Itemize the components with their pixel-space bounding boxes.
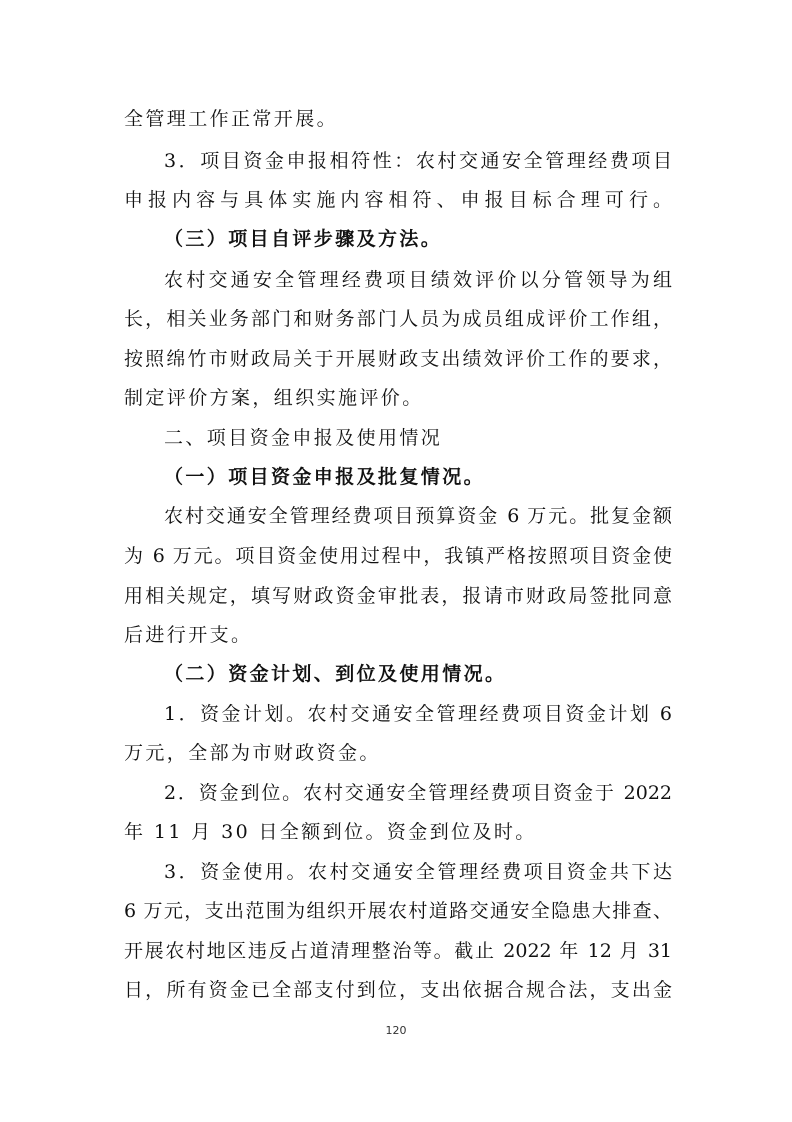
- page-number: 120: [385, 1024, 407, 1037]
- paragraph-line: 万元，全部为市财政资金。: [124, 742, 381, 764]
- paragraph-line: 3．资金使用。农村交通安全管理经费项目资金共下达: [164, 861, 672, 883]
- paragraph-line: 长，相关业务部门和财务部门人员为成员组成评价工作组，: [124, 308, 672, 330]
- paragraph-line: 开展农村地区违反占道清理整治等。截止 2022 年 12 月 31: [124, 940, 672, 962]
- paragraph-line: 制定评价方案，组织实施评价。: [124, 387, 424, 409]
- paragraph-line: 后进行开支。: [124, 624, 253, 646]
- section-heading: （二）资金计划、到位及使用情况。: [164, 663, 507, 685]
- paragraph-line: 3．项目资金申报相符性：农村交通安全管理经费项目: [164, 150, 672, 172]
- paragraph-line: 1．资金计划。农村交通安全管理经费项目资金计划 6: [164, 703, 672, 725]
- paragraph-line: 日，所有资金已全部支付到位，支出依据合规合法，支出金: [124, 979, 672, 1001]
- paragraph-line: 6 万元，支出范围为组织开展农村道路交通安全隐患大排查、: [124, 900, 672, 922]
- paragraph-line: 为 6 万元。项目资金使用过程中，我镇严格按照项目资金使: [124, 545, 672, 567]
- paragraph-line: 全管理工作正常开展。: [124, 108, 339, 130]
- paragraph-line: 年 11 月 30 日全额到位。资金到位及时。: [124, 821, 537, 843]
- paragraph-line: 2．资金到位。农村交通安全管理经费项目资金于 2022: [164, 782, 672, 804]
- paragraph-line: 申报内容与具体实施内容相符、申报目标合理可行。: [124, 189, 672, 211]
- paragraph-line: 用相关规定，填写财政资金审批表，报请市财政局签批同意: [124, 585, 672, 607]
- paragraph-line: 农村交通安全管理经费项目预算资金 6 万元。批复金额: [164, 505, 672, 527]
- chapter-heading: 二、项目资金申报及使用情况: [164, 427, 443, 449]
- paragraph-line: 农村交通安全管理经费项目绩效评价以分管领导为组: [164, 269, 672, 291]
- section-heading: （一）项目资金申报及批复情况。: [164, 466, 486, 488]
- section-heading: （三）项目自评步骤及方法。: [164, 228, 443, 250]
- paragraph-line: 按照绵竹市财政局关于开展财政支出绩效评价工作的要求，: [124, 348, 672, 370]
